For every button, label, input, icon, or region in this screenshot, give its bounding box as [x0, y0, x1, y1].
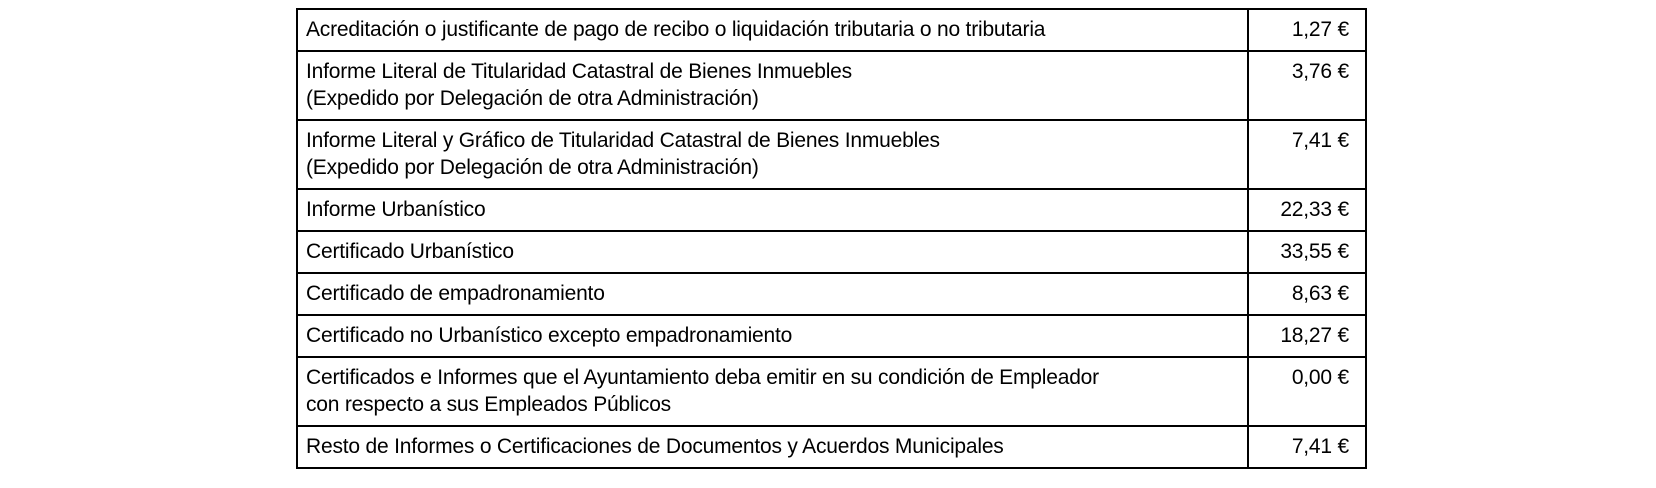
- table-row: [297, 51, 1366, 120]
- fee-concept-line: (Expedido por Delegación de otra Administración): [306, 156, 759, 179]
- fee-concept-line: Certificado Urbanístico: [306, 240, 514, 263]
- table-row: [297, 120, 1366, 189]
- fee-amount-cell: 8,63 €: [1248, 273, 1366, 315]
- fee-amount-cell: 7,41 €: [1248, 120, 1366, 189]
- fee-concept-line: Informe Literal y Gráfico de Titularidad Catastral de Bienes Inmuebles: [306, 129, 940, 152]
- fee-concept-line: (Expedido por Delegación de otra Administración): [306, 87, 759, 110]
- table-row: [297, 315, 1366, 357]
- fee-concept-line: Acreditación o justificante de pago de recibo o liquidación tributaria o no tributaria: [306, 18, 1046, 41]
- fee-concept-cell: [297, 120, 1248, 189]
- table-row: [297, 9, 1366, 51]
- fee-concept-line: Resto de Informes o Certificaciones de Documentos y Acuerdos Municipales: [306, 435, 1004, 458]
- fee-concept-cell: [297, 357, 1248, 426]
- fee-concept-cell: [297, 9, 1248, 51]
- fee-table-body: [297, 9, 1366, 468]
- table-row: [297, 189, 1366, 231]
- fee-amount-cell: 22,33 €: [1248, 189, 1366, 231]
- fee-concept-line: Certificados e Informes que el Ayuntamiento deba emitir en su condición de Empleador: [306, 366, 1099, 389]
- fee-concept-cell: [297, 315, 1248, 357]
- table-row: [297, 273, 1366, 315]
- fee-table: [296, 8, 1367, 469]
- fee-amount-cell: 3,76 €: [1248, 51, 1366, 120]
- fee-amount-cell: 1,27 €: [1248, 9, 1366, 51]
- fee-concept-line: con respecto a sus Empleados Públicos: [306, 393, 671, 416]
- fee-concept-cell: [297, 51, 1248, 120]
- fee-amount-cell: 7,41 €: [1248, 426, 1366, 468]
- fee-concept-cell: [297, 426, 1248, 468]
- fee-concept-line: Certificado de empadronamiento: [306, 282, 605, 305]
- fee-concept-cell: [297, 189, 1248, 231]
- table-row: [297, 231, 1366, 273]
- fee-amount-cell: 18,27 €: [1248, 315, 1366, 357]
- fee-concept-cell: [297, 273, 1248, 315]
- fee-concept-line: Certificado no Urbanístico excepto empadronamiento: [306, 324, 793, 347]
- fee-concept-line: Informe Literal de Titularidad Catastral de Bienes Inmuebles: [306, 60, 852, 83]
- fee-concept-line: Informe Urbanístico: [306, 198, 486, 221]
- fee-concept-cell: [297, 231, 1248, 273]
- table-row: [297, 357, 1366, 426]
- fee-amount-cell: 0,00 €: [1248, 357, 1366, 426]
- fee-amount-cell: 33,55 €: [1248, 231, 1366, 273]
- table-row: [297, 426, 1366, 468]
